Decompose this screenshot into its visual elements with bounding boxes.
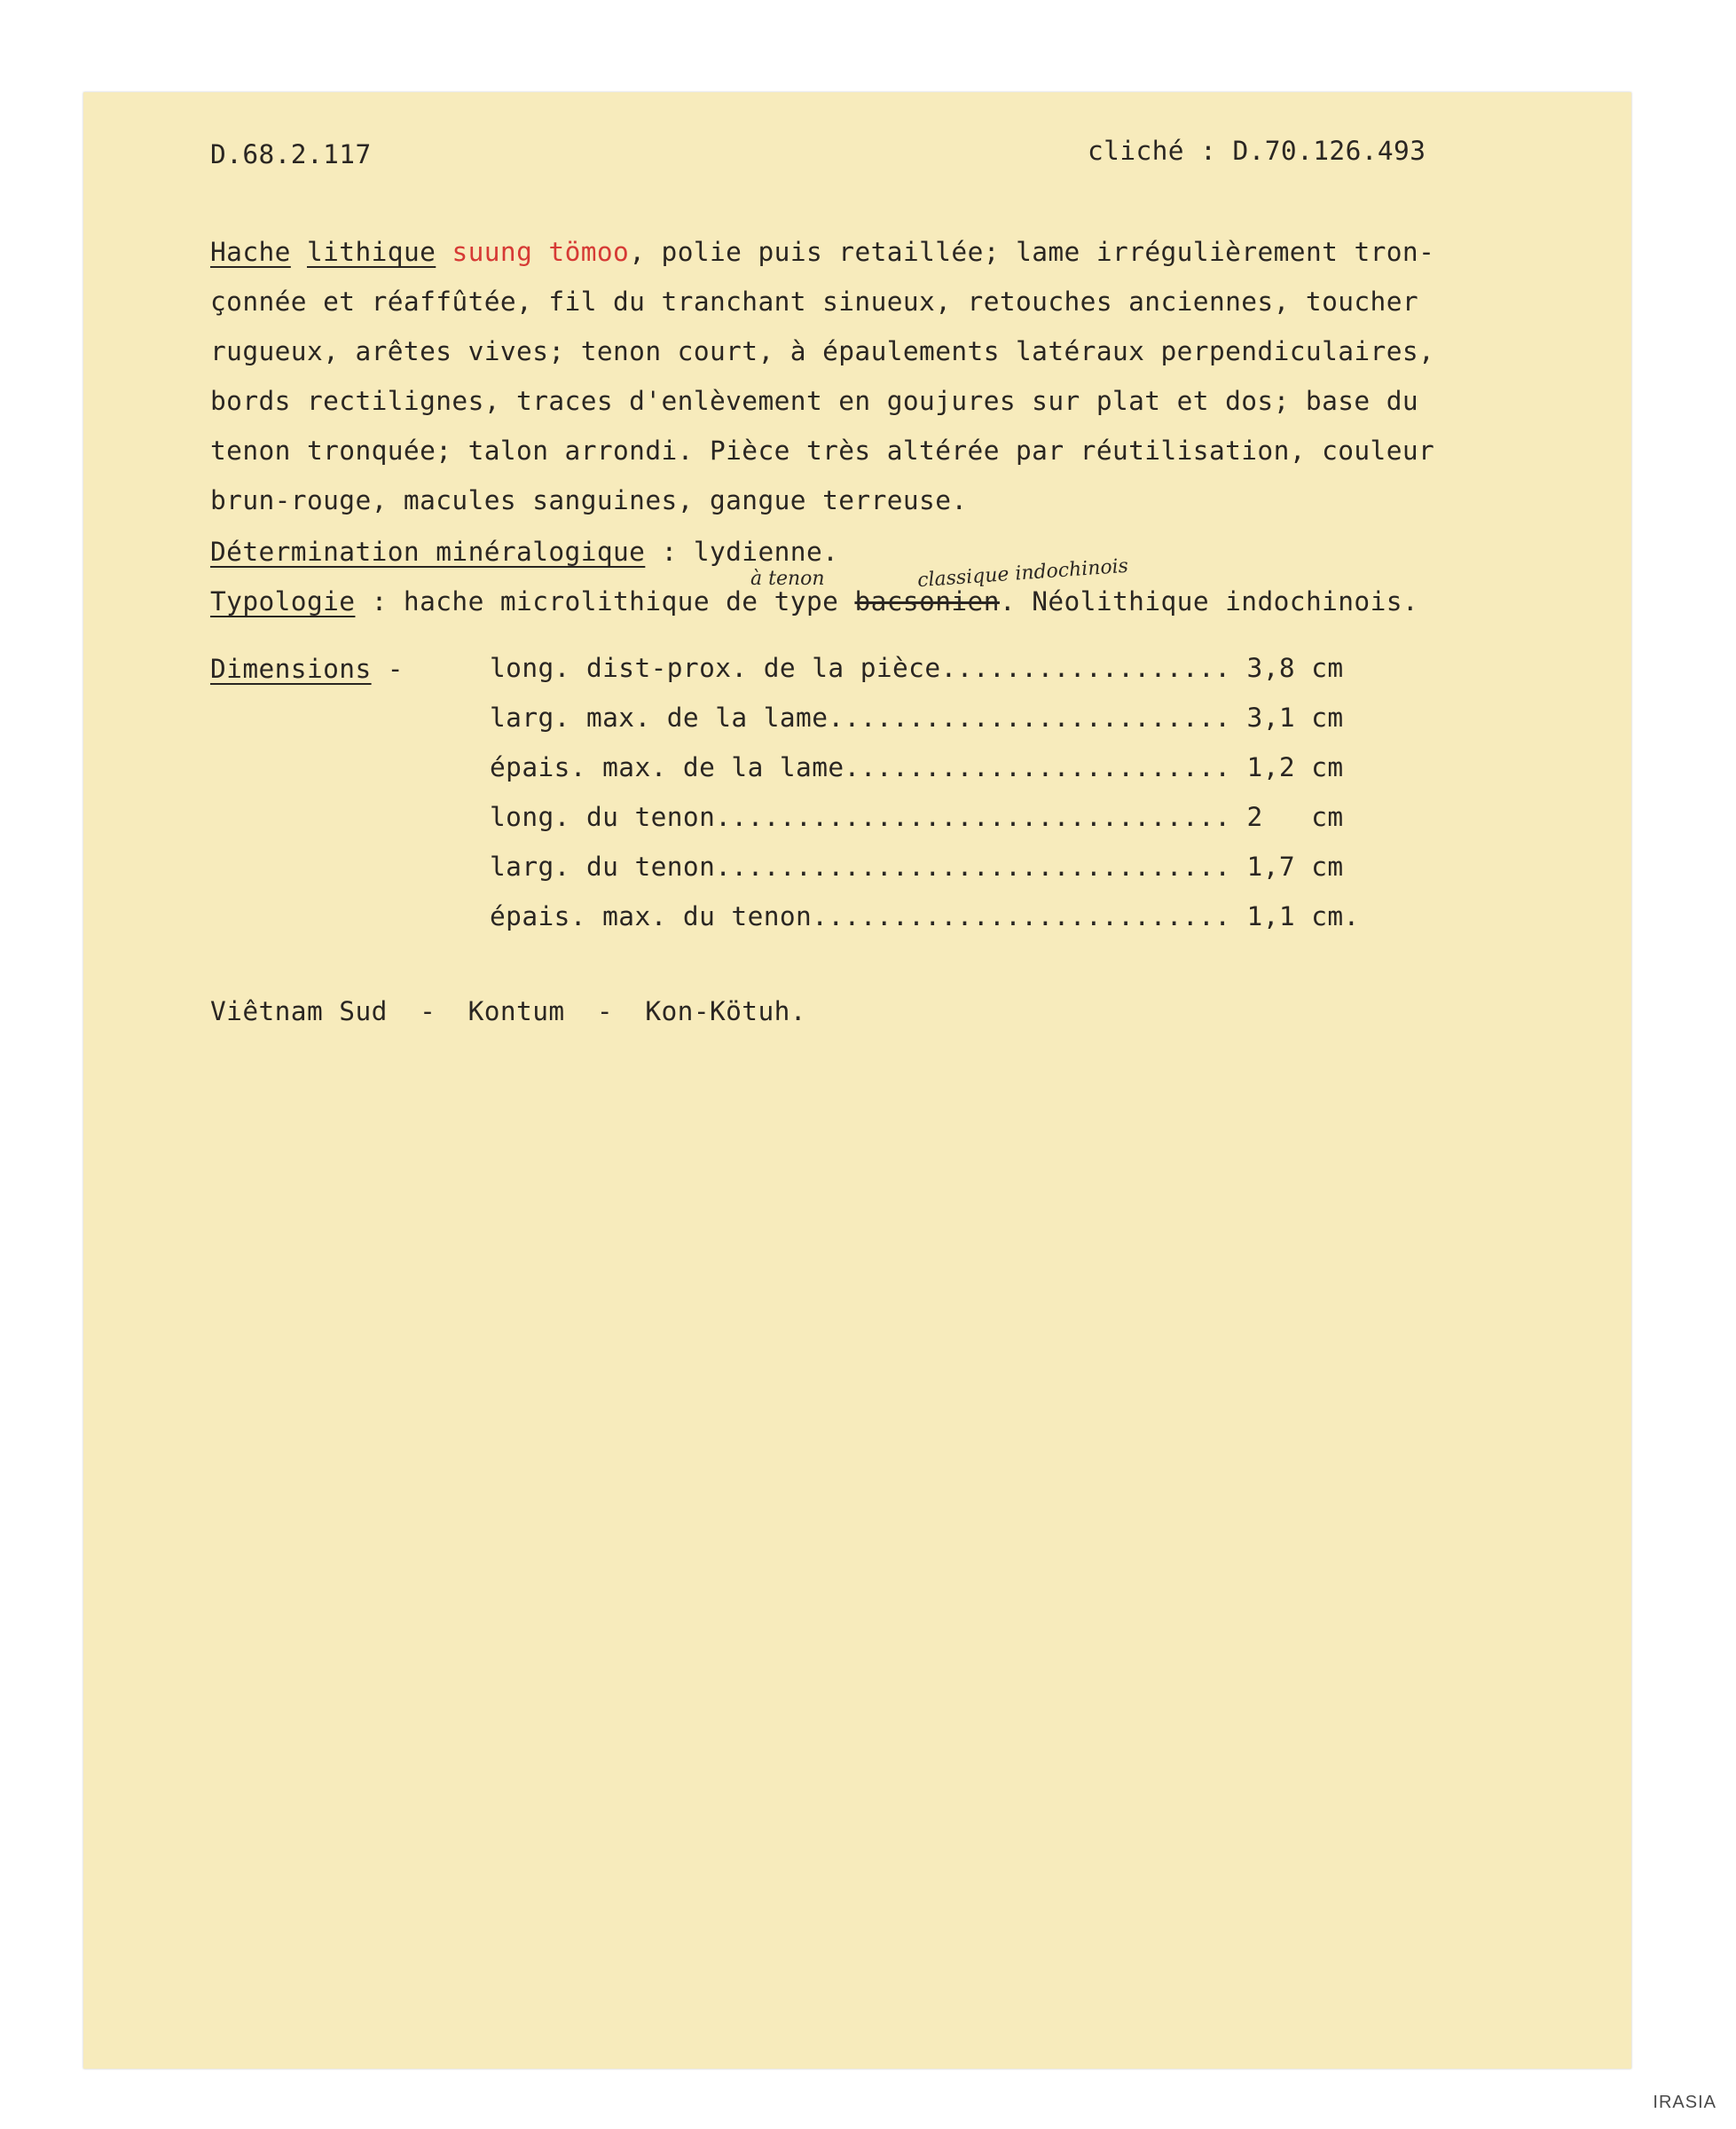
dimensions-heading xyxy=(210,656,420,683)
typology-text-after: . Néolithique indochinois. xyxy=(999,586,1419,617)
dimension-row xyxy=(490,752,1344,782)
description-line-1 xyxy=(210,237,1435,267)
watermark: IRASIA xyxy=(1653,2093,1716,2112)
term-hache: Hache xyxy=(210,237,291,267)
term-lithique: lithique xyxy=(306,237,436,267)
handwritten-insert-classique: classique indochinois xyxy=(916,554,1129,593)
dimension-label: larg. du tenon................................ xyxy=(490,852,1231,882)
typology-label: Typologie xyxy=(210,586,356,617)
typology-line xyxy=(210,586,1419,617)
dimension-value: 1,1 cm. xyxy=(1230,901,1360,931)
description-line-1-rest: , polie puis retaillée; lame irrégulièrement tron- xyxy=(629,237,1435,267)
location-line: Viêtnam Sud - Kontum - Kon-Kötuh. xyxy=(210,996,806,1026)
mineralogy-line xyxy=(210,539,838,566)
dimension-label: épais. max. de la lame........................ xyxy=(490,752,1231,782)
dimensions-dash: - xyxy=(371,654,420,684)
dimension-row xyxy=(490,901,1360,931)
mineralogy-label: Détermination minéralogique xyxy=(210,537,646,567)
mineralogy-value: : lydienne. xyxy=(645,537,839,567)
dimension-row xyxy=(490,852,1344,882)
dimension-row xyxy=(490,653,1344,683)
description-line-5: tenon tronquée; talon arrondi. Pièce très altérée par réutilisation, couleur xyxy=(210,436,1435,466)
dimensions-label: Dimensions xyxy=(210,654,372,684)
dimension-row xyxy=(490,802,1344,832)
dimension-value: 2 cm xyxy=(1230,802,1344,832)
vernacular-name: suung tömoo xyxy=(452,237,630,267)
dimension-value: 1,2 cm xyxy=(1230,752,1344,782)
dimension-label: épais. max. du tenon.......................... xyxy=(490,901,1231,931)
typology-struck-word: bacsonien xyxy=(854,586,1000,617)
dimension-row xyxy=(490,703,1344,733)
description-line-2: çonnée et réaffûtée, fil du tranchant sinueux, retouches anciennes, toucher xyxy=(210,287,1419,317)
dimension-value: 3,8 cm xyxy=(1230,653,1344,683)
description-line-4: bords rectilignes, traces d'enlèvement en goujures sur plat et dos; base du xyxy=(210,386,1419,416)
description-line-6: brun-rouge, macules sanguines, gangue terreuse. xyxy=(210,485,968,515)
description-line-3: rugueux, arêtes vives; tenon court, à épaulements latéraux perpendiculaires, xyxy=(210,336,1435,366)
handwritten-insert-a-tenon: à tenon xyxy=(750,568,825,590)
cliche-reference: cliché : D.70.126.493 xyxy=(1088,136,1426,166)
dimension-label: long. du tenon................................ xyxy=(490,802,1231,832)
typology-text-before: : hache microlithique de type xyxy=(355,586,855,617)
dimension-label: long. dist-prox. de la pièce.................. xyxy=(490,653,1231,683)
dimension-label: larg. max. de la lame......................... xyxy=(490,703,1231,733)
inventory-number: D.68.2.117 xyxy=(210,139,372,169)
dimension-value: 3,1 cm xyxy=(1230,703,1344,733)
dimension-value: 1,7 cm xyxy=(1230,852,1344,882)
document-sheet xyxy=(83,92,1631,2069)
